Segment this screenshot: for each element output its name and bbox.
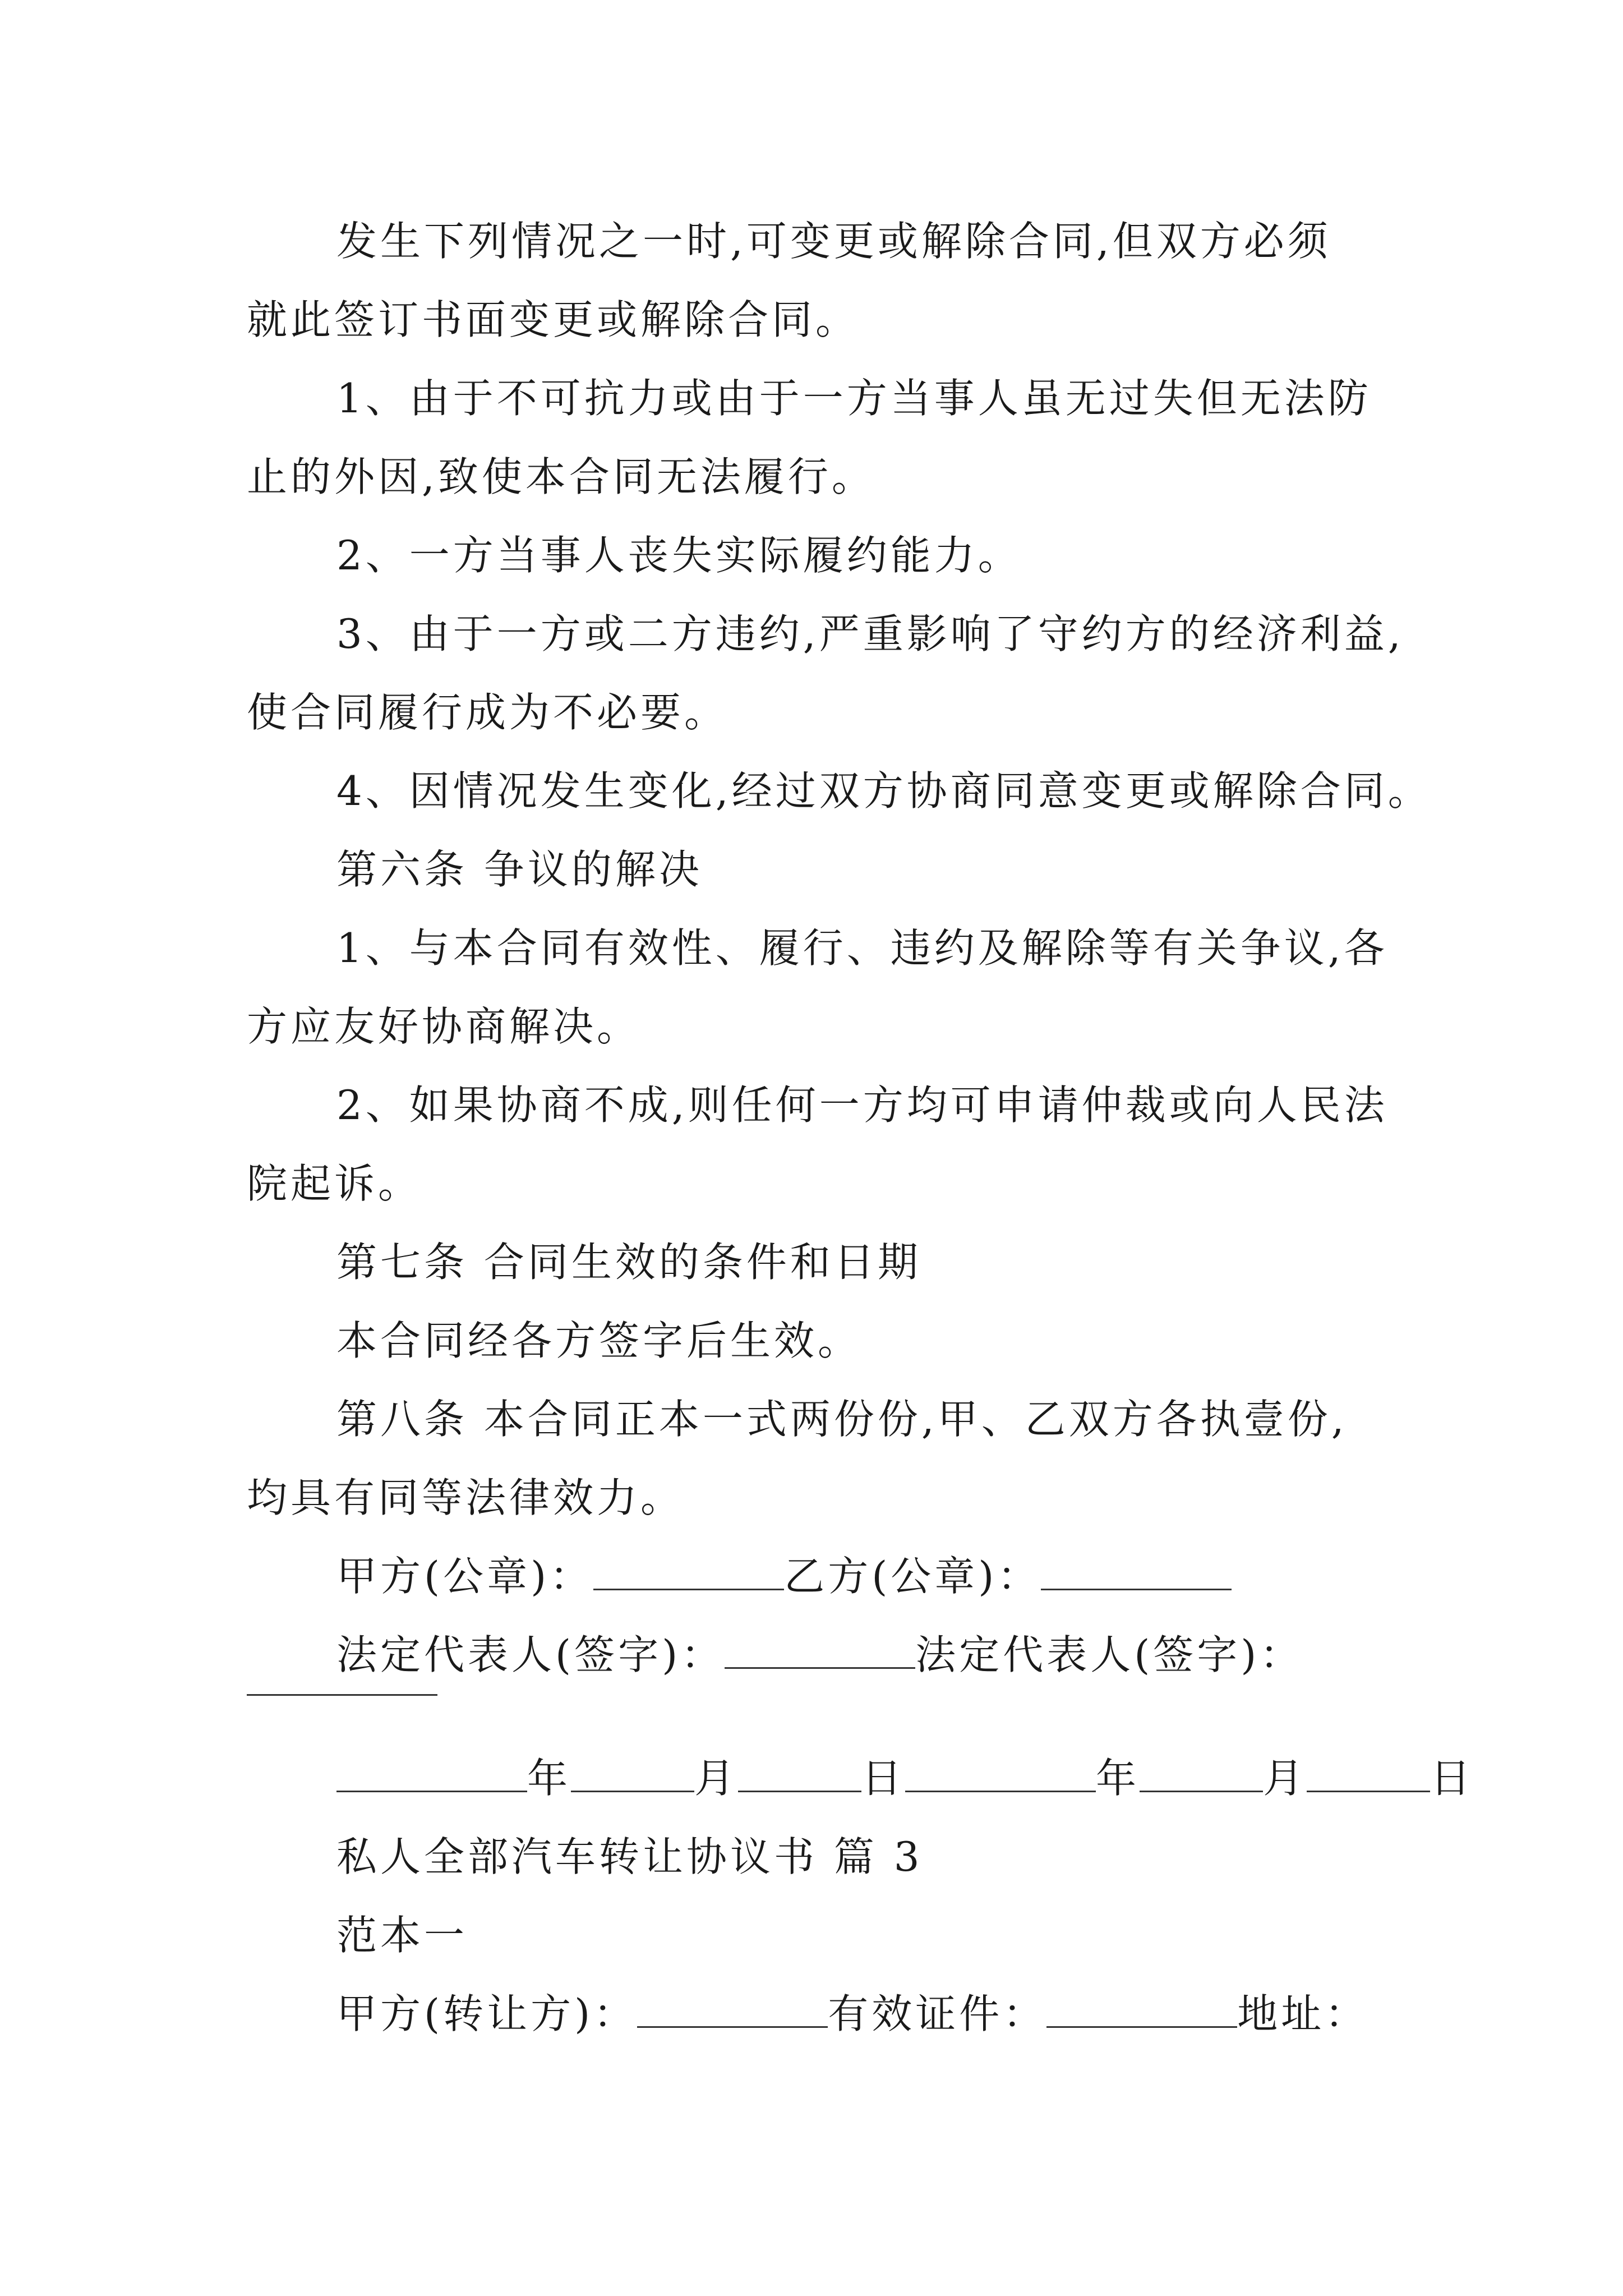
day-label: 日 xyxy=(861,1755,906,1802)
party-b-seal-label: 乙方(公章)： xyxy=(784,1553,1041,1600)
month-label: 月 xyxy=(1263,1755,1307,1802)
rep-a-blank[interactable] xyxy=(725,1634,915,1669)
day-label: 日 xyxy=(1430,1755,1474,1802)
date-a-day-blank[interactable] xyxy=(738,1757,861,1792)
paragraph-line: 1、由于不可抗力或由于一方当事人虽无过失但无法防 xyxy=(336,375,1372,422)
section-title: 私人全部汽车转让协议书 篇 3 xyxy=(336,1833,923,1880)
party-b-seal-blank[interactable] xyxy=(1041,1555,1232,1590)
date-b-month-blank[interactable] xyxy=(1140,1757,1263,1792)
party-a-name-blank[interactable] xyxy=(637,1993,828,2028)
party-a-info-line xyxy=(336,1986,1368,2042)
paragraph-line: 院起诉。 xyxy=(247,1160,422,1207)
date-a-month-blank[interactable] xyxy=(571,1757,694,1792)
party-a-seal-label: 甲方(公章)： xyxy=(336,1553,594,1600)
year-label: 年 xyxy=(527,1755,571,1802)
address-label: 地址： xyxy=(1237,1990,1369,2037)
seal-line xyxy=(336,1548,1232,1604)
date-b-day-blank[interactable] xyxy=(1307,1757,1430,1792)
paragraph-line: 止的外因,致使本合同无法履行。 xyxy=(247,453,875,500)
date-b-year-blank[interactable] xyxy=(905,1757,1096,1792)
rep-a-label: 法定代表人(签字)： xyxy=(336,1631,725,1678)
paragraph-line: 就此签订书面变更或解除合同。 xyxy=(247,296,860,343)
representative-line xyxy=(336,1627,1303,1683)
rep-b-label: 法定代表人(签字)： xyxy=(915,1631,1304,1678)
id-blank[interactable] xyxy=(1046,1993,1237,2028)
paragraph-line: 2、一方当事人丧失实际履约能力。 xyxy=(336,532,1022,579)
paragraph-line: 均具有同等法律效力。 xyxy=(247,1474,685,1521)
paragraph-line: 本合同经各方签字后生效。 xyxy=(336,1317,862,1364)
paragraph-line: 发生下列情况之一时,可变更或解除合同,但双方必须 xyxy=(336,218,1331,265)
id-label: 有效证件： xyxy=(828,1990,1047,2037)
paragraph-line: 使合同履行成为不必要。 xyxy=(247,689,728,736)
party-a-seal-blank[interactable] xyxy=(593,1555,784,1590)
paragraph-line: 方应友好协商解决。 xyxy=(247,1003,641,1050)
paragraph-line: 2、如果协商不成,则任何一方均可申请仲裁或向人民法 xyxy=(336,1082,1388,1129)
paragraph-line: 4、因情况发生变化,经过双方协商同意变更或解除合同。 xyxy=(336,767,1432,815)
date-a-year-blank[interactable] xyxy=(336,1757,527,1792)
month-label: 月 xyxy=(694,1755,739,1802)
paragraph-line: 第八条 本合同正本一式两份份,甲、乙双方各执壹份, xyxy=(336,1396,1348,1443)
party-a-label: 甲方(转让方)： xyxy=(336,1990,638,2037)
section-heading-7: 第七条 合同生效的条件和日期 xyxy=(336,1239,921,1286)
paragraph-line: 3、由于一方或二方违约,严重影响了守约方的经济利益, xyxy=(336,610,1404,657)
paragraph-line: 1、与本合同有效性、履行、违约及解除等有关争议,各 xyxy=(336,924,1388,972)
rep-b-blank[interactable] xyxy=(247,1694,437,1696)
section-heading-6: 第六条 争议的解决 xyxy=(336,846,703,893)
year-label: 年 xyxy=(1096,1755,1140,1802)
date-line xyxy=(336,1750,1474,1806)
sample-label: 范本一 xyxy=(336,1912,468,1959)
